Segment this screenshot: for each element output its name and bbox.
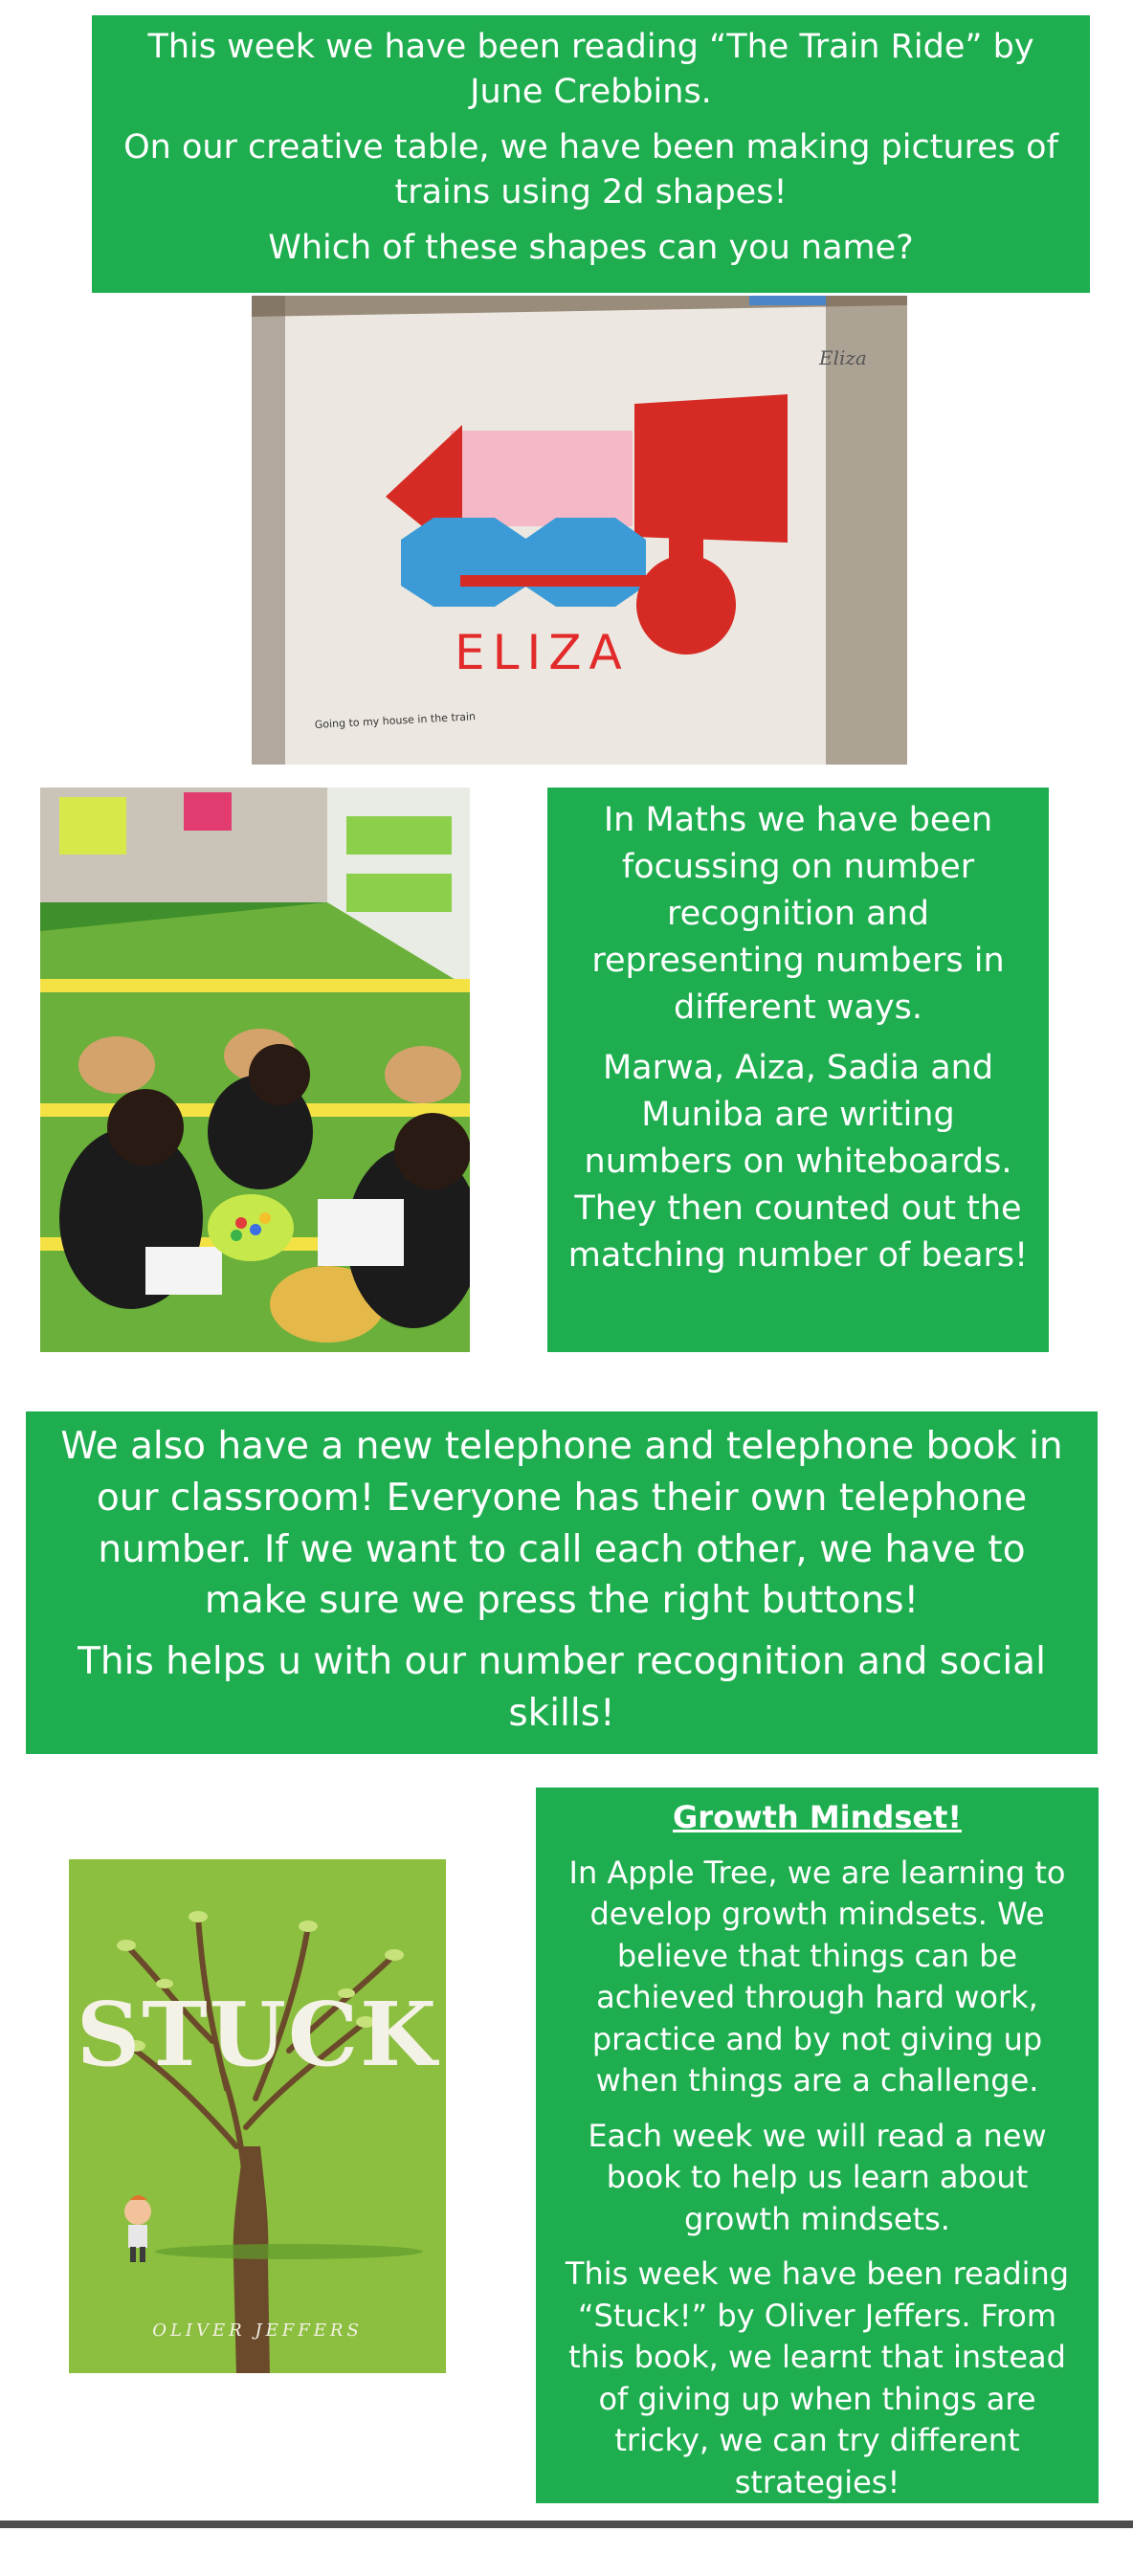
intro-panel [92,15,1090,293]
maths-panel [547,788,1049,1352]
telephone-panel [26,1411,1098,1754]
telephone-paragraph-2: This helps u with our number recognition and social skills! [78,1640,1046,1736]
intro-line-1: This week we have been reading “The Train Ride” by June Crebbins. [147,28,1034,111]
train-artwork-photo [252,296,907,765]
telephone-paragraph-1: We also have a new telephone and telephone book in our classroom! Everyone has their own telephone number. If we want to call each other, we have to make sure we press the right buttons! [60,1425,1063,1623]
footer-divider [0,2520,1133,2528]
growth-paragraph-2: Each week we will read a new book to help us learn about growth mindsets. [588,2117,1047,2237]
intro-line-3: Which of these shapes can you name? [268,229,914,268]
growth-paragraph-3: This week we have been reading “Stuck!” by Oliver Jeffers. From this book, we learnt that instead of giving up when things are tricky, we can try different strategies! [565,2255,1070,2500]
maths-paragraph-2: Marwa, Aiza, Sadia and Muniba are writing numbers on whiteboards. They then counted out the matching number of bears! [567,1049,1029,1275]
growth-mindset-panel [536,1788,1099,2503]
book-title: STUCK [76,1983,439,2086]
name-label: Eliza [819,346,867,369]
stuck-book-cover [69,1859,446,2373]
artwork-caption: Going to my house in the train [314,710,477,731]
maths-activity-photo [40,788,470,1352]
book-author: OLIVER JEFFERS [152,2321,363,2341]
intro-line-2: On our creative table, we have been making pictures of trains using 2d shapes! [123,128,1058,211]
growth-paragraph-1: In Apple Tree, we are learning to develop growth mindsets. We believe that things can be achieved through hard work, practice and by not giving up when things are a challenge. [568,1854,1066,2099]
growth-mindset-title: Growth Mindset! [673,1799,962,1835]
child-handwriting: ELIZA [455,625,630,680]
maths-paragraph-1: In Maths we have been focussing on number recognition and representing numbers in different ways. [591,801,1005,1027]
